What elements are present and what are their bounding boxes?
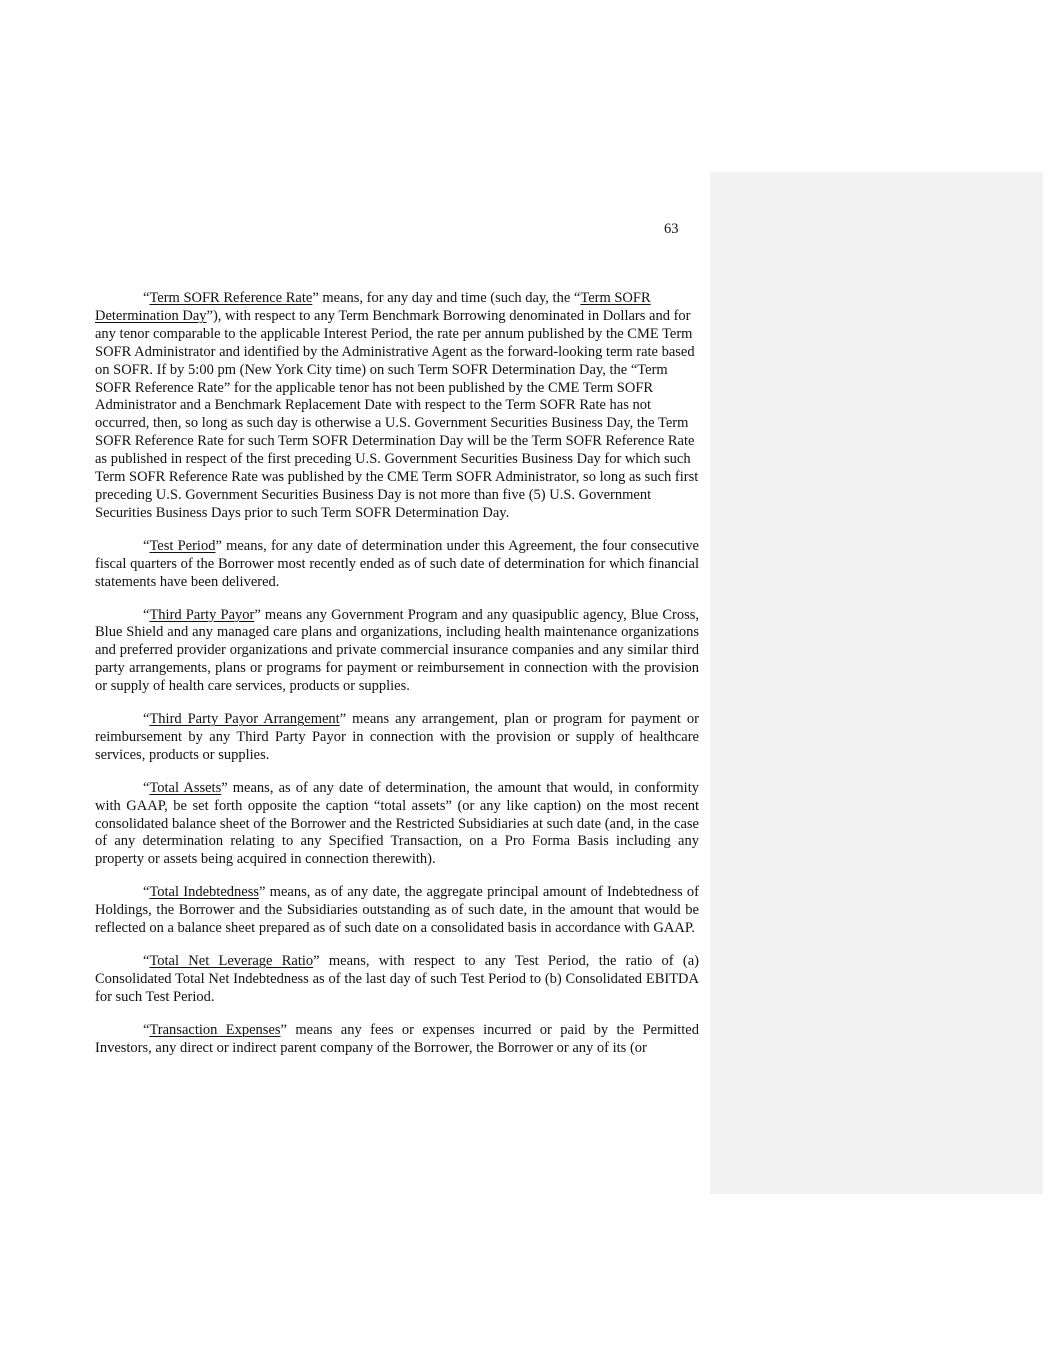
page-number: 63 [664, 221, 679, 237]
defined-term-secondary: Term SOFR Determination Day [95, 290, 651, 324]
definition-body: ” means, as of any date of determination, the amount that would, in conformity with GAAP, be set forth opposite the caption “total assets” (or any like caption) on the most recent consolidated balance sheet of the Borrower and the Restricted Subsidiaries at such date (and, in the case of any determination relating to any Specified Transaction, on a Pro Forma Basis including any property or assets being acquired in connection therewith). [95, 779, 699, 868]
definition-body: ” means, as of any date, the aggregate principal amount of Indebtedness of Holdings, the Borrower and the Subsidiaries outstanding as of such date, in the amount that would be reflected on a balance sheet prepared as of such date on a consolidated basis in accordance with GAAP. [95, 884, 699, 937]
definition-transaction-expenses [95, 1022, 699, 1058]
defined-term: Transaction Expenses [149, 1021, 281, 1038]
defined-term: Total Assets [149, 779, 222, 796]
open-quote: “ [143, 606, 150, 623]
definition-total-indebtedness [95, 884, 699, 938]
defined-term: Third Party Payor [149, 606, 255, 623]
definition-body: ” means any fees or expenses incurred or paid by the Permitted Investors, any direct or indirect parent company of the Borrower, the Borrower or any of its (or [95, 1021, 699, 1056]
open-quote: “ [143, 779, 150, 796]
definition-body: ”), with respect to any Term Benchmark Borrowing denominated in Dollars and for any tenor comparable to the applicable Interest Period, the rate per annum published by the CME Term SOFR Administrator and identified by the Administrative Agent as the forward-looking term rate based on SOFR. If by 5:00 pm (New York City time) on such Term SOFR Determination Day, the “Term SOFR Reference Rate” for the applicable tenor has not been published by the CME Term SOFR Administrator and a Benchmark Replacement Date with respect to the Term SOFR Rate has not occurred, then, so long as such day is otherwise a U.S. Government Securities Business Day, the Term SOFR Reference Rate for such Term SOFR Determination Day will be the Term SOFR Reference Rate as published in respect of the first preceding U.S. Government Securities Business Day for which such Term SOFR Reference Rate was published by the CME Term SOFR Administrator, so long as such first preceding U.S. Government Securities Business Day is not more than five (5) U.S. Government Securities Business Days prior to such Term SOFR Determination Day. [95, 307, 699, 521]
document-body [95, 290, 699, 1073]
defined-term: Total Net Leverage Ratio [149, 953, 314, 969]
definition-body: ” means, for any date of determination under this Agreement, the four consecutive fiscal quarters of the Borrower most recently ended as of such date of determination for which financial statements have been delivered. [95, 537, 699, 590]
definition-term-sofr-reference-rate [95, 290, 699, 523]
defined-term: Test Period [149, 537, 216, 554]
open-quote: “ [143, 290, 150, 306]
definition-body: ” means, with respect to any Test Period, the ratio of (a) Consolidated Total Net Indebtedness as of the last day of such Test Period to (b) Consolidated EBITDA for such Test Period. [95, 953, 699, 1005]
open-quote: “ [143, 1021, 150, 1038]
comment-pane [710, 172, 1043, 1194]
open-quote: “ [143, 537, 150, 554]
open-quote: “ [143, 953, 150, 969]
definition-third-party-payor-arrangement [95, 711, 699, 765]
definition-total-net-leverage-ratio [95, 953, 699, 1007]
defined-term: Total Indebtedness [149, 884, 259, 901]
open-quote: “ [143, 884, 150, 901]
definition-body: ” means any Government Program and any quasipublic agency, Blue Cross, Blue Shield and any managed care plans and organizations, including health maintenance organizations and preferred provider organizations and private commercial insurance companies and any similar third party arrangements, plans or programs for payment or reimbursement in connection with the provision or supply of health care services, products or supplies. [95, 606, 699, 695]
definition-total-assets [95, 780, 699, 870]
definition-test-period [95, 538, 699, 592]
definition-connector: ” means, for any day and time (such day, the “ [312, 290, 581, 306]
defined-term: Third Party Payor Arrangement [149, 711, 340, 728]
open-quote: “ [143, 711, 150, 728]
definition-body: ” means any arrangement, plan or program for payment or reimbursement by any Third Party Payor in connection with the provision or supply of healthcare services, products or supplies. [95, 711, 700, 763]
definition-third-party-payor [95, 607, 699, 697]
defined-term: Term SOFR Reference Rate [149, 290, 313, 306]
